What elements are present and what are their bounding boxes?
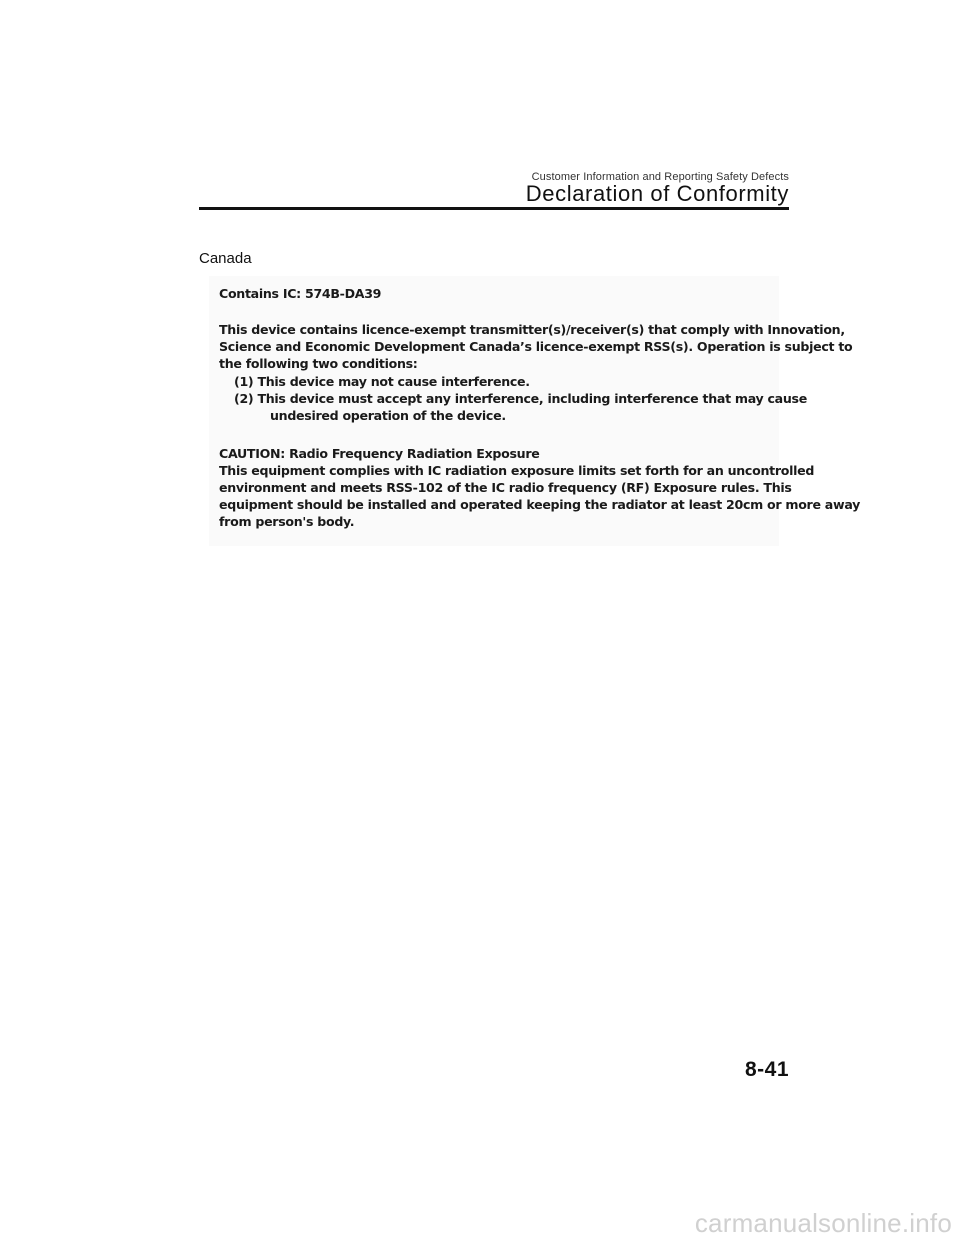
ic-number: Contains IC: 574B-DA39 — [219, 286, 382, 301]
page-title: Declaration of Conformity — [525, 181, 789, 206]
compliance-paragraph — [219, 321, 852, 372]
caution-line: This equipment complies with IC radiation exposure limits set forth for an uncontrolled — [219, 463, 815, 478]
caution-line: from person's body. — [219, 514, 355, 529]
caution-title: CAUTION: Radio Frequency Radiation Exposure — [219, 446, 540, 461]
header-rule — [199, 207, 789, 210]
paragraph-line: the following two conditions: — [219, 356, 418, 371]
caution-line: equipment should be installed and operated keeping the radiator at least 20cm or more away — [219, 497, 861, 512]
condition-2: (2) This device must accept any interference, including interference that may cause — [234, 391, 807, 406]
paragraph-line: This device contains licence-exempt transmitter(s)/receiver(s) that comply with Innovation, — [219, 322, 845, 337]
paragraph-line: Science and Economic Development Canada’s licence-exempt RSS(s). Operation is subject to — [219, 339, 853, 354]
condition-1: (1) This device may not cause interference. — [234, 374, 530, 389]
section-heading: Canada — [199, 250, 252, 267]
page-number: 8-41 — [744, 1058, 789, 1081]
chapter-name: Customer Information and Reporting Safety Defects — [531, 171, 789, 183]
condition-2-continued: undesired operation of the device. — [270, 408, 506, 423]
watermark: carmanualsonline.info — [694, 1208, 952, 1238]
caution-paragraph — [219, 462, 860, 530]
caution-line: environment and meets RSS-102 of the IC radio frequency (RF) Exposure rules. This — [219, 480, 792, 495]
